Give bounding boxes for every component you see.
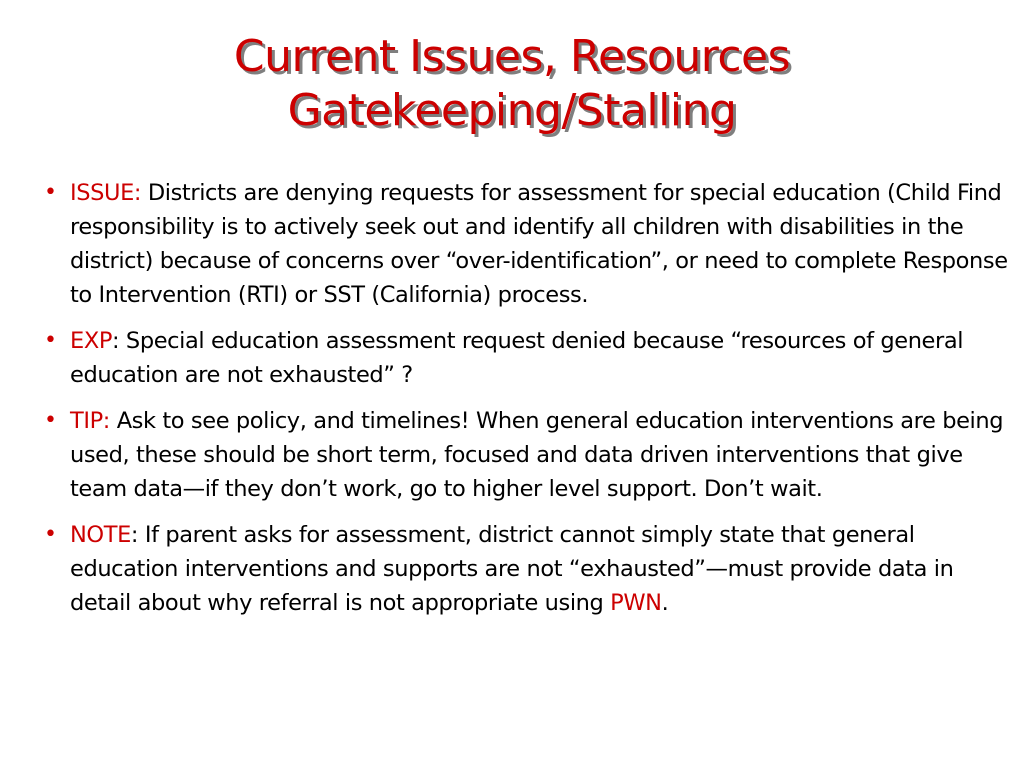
bullet-label-exp: EXP [70, 328, 112, 354]
title-line-1: Current Issues, Resources [233, 31, 791, 82]
bullet-dot-icon: • [44, 522, 57, 547]
bullet-list [44, 176, 1010, 632]
bullet-tip [44, 404, 1010, 506]
bullet-text-exp: : Special education assessment request denied because “resources of general education are not exhausted” ? [70, 328, 964, 388]
bullet-dot-icon: • [44, 328, 57, 353]
slide-title [0, 30, 1024, 138]
bullet-note [44, 518, 1010, 620]
title-line-2: Gatekeeping/Stalling [287, 85, 737, 136]
bullet-label-tip: TIP: [70, 408, 110, 434]
bullet-label-issue: ISSUE: [70, 180, 142, 206]
bullet-text-issue: Districts are denying requests for assessment for special education (Child Find responsibility is to actively seek out and identify all children with disabilities in the district) because of concerns over “over-identification”, or need to complete Response to Intervention (RTI) or SST (California) process. [70, 180, 1008, 308]
bullet-exp [44, 324, 1010, 392]
bullet-dot-icon: • [44, 180, 57, 205]
bullet-dot-icon: • [44, 408, 57, 433]
bullet-issue [44, 176, 1010, 312]
bullet-label-note: NOTE [70, 522, 131, 548]
bullet-text-tip: Ask to see policy, and timelines! When general education interventions are being used, these should be short term, focused and data driven interventions that give team data—if they don’t work, go to higher level support. Don’t wait. [70, 408, 1004, 502]
bullet-text-note: : If parent asks for assessment, district cannot simply state that general education interventions and supports are not “exhausted”—must provide data in detail about why referral is not appropriate using [70, 522, 954, 616]
bullet-text-note-end: . [661, 590, 669, 616]
pwn-emphasis: PWN [610, 590, 662, 616]
